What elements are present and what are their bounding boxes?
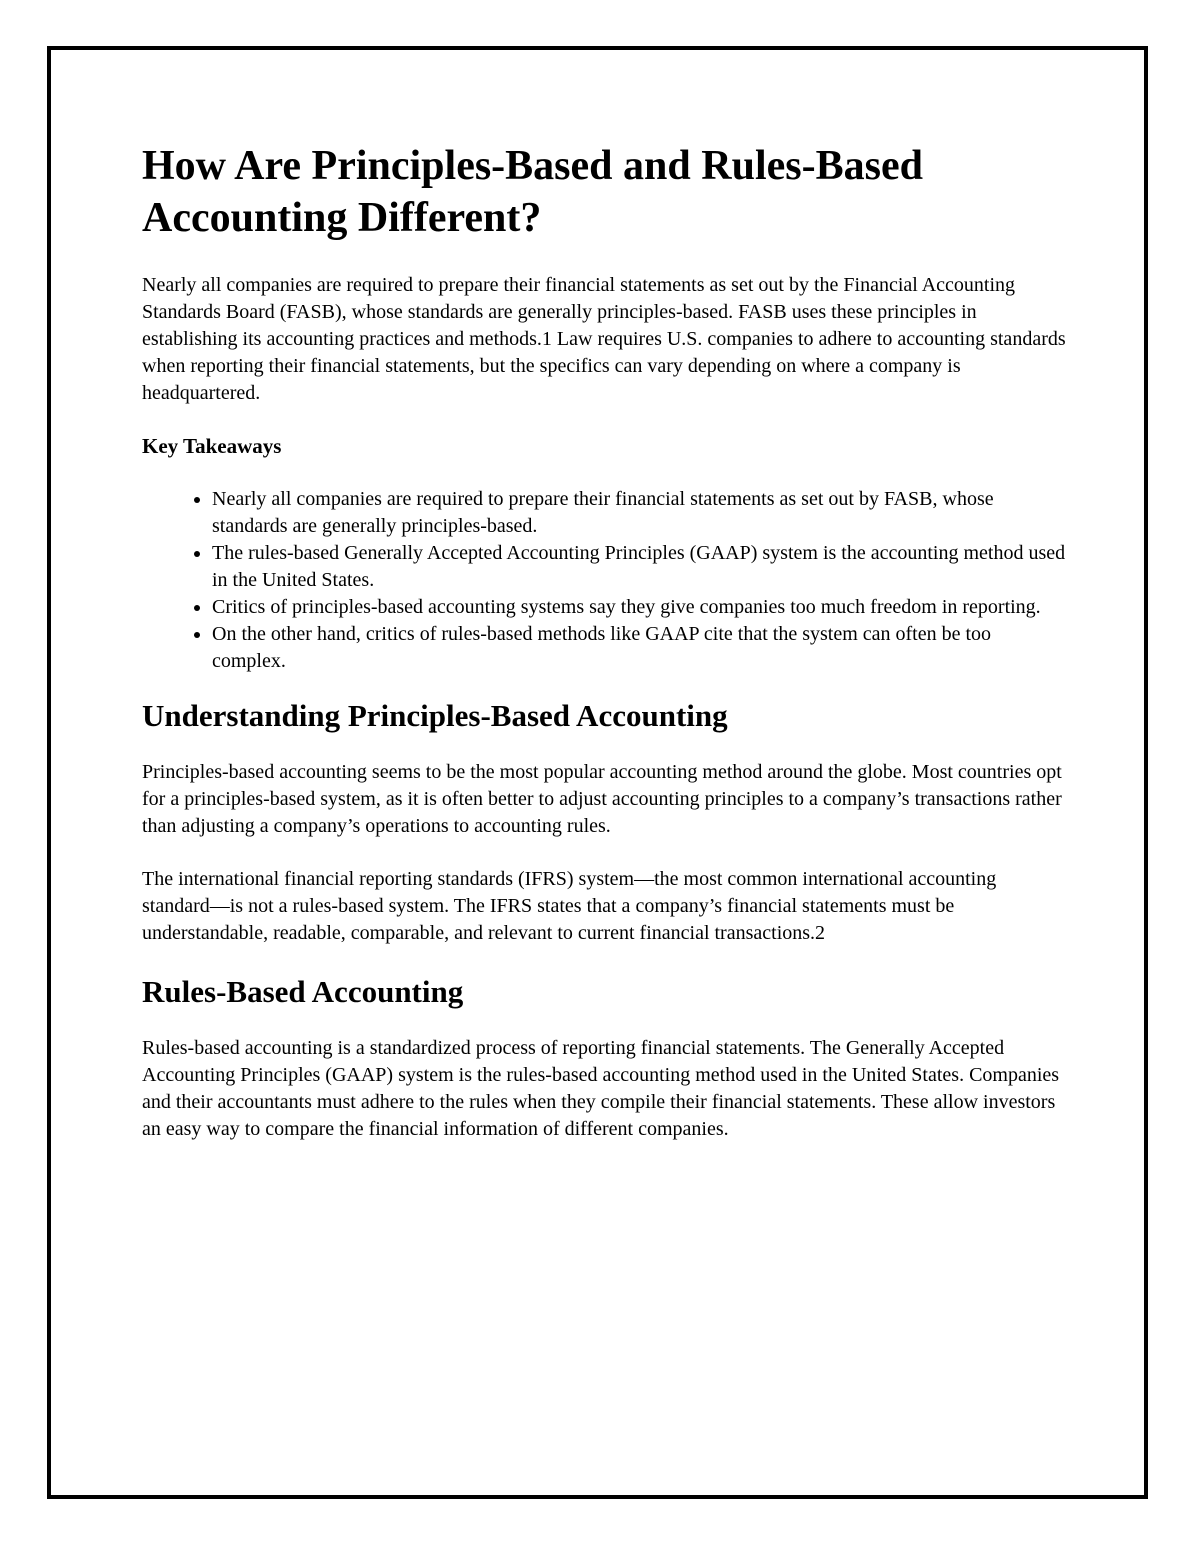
- page-title: How Are Principles-Based and Rules-Based Accounting Different?: [142, 143, 923, 241]
- principles-paragraph-2: The international financial reporting standards (IFRS) system—the most common international accounting standard—is not a rules-based system. The IFRS states that a company’s financial statements must be understandable, readable, comparable, and relevant to current financial transactions.2: [142, 868, 997, 944]
- principles-paragraph-1: Principles-based accounting seems to be the most popular accounting method around the globe. Most countries opt for a principles-based system, as it is often better to adjust accounting principles to a company’s transactions rather than adjusting a company’s operations to accounting rules.: [142, 761, 1062, 837]
- list-item: • Critics of principles-based accounting systems say they give companies too much freedom in reporting.: [212, 594, 1067, 621]
- list-item: • Nearly all companies are required to prepare their financial statements as set out by FASB, whose standards are generally principles-based.: [212, 486, 1067, 540]
- list-item: • The rules-based Generally Accepted Accounting Principles (GAAP) system is the accounting method used in the United States.: [212, 540, 1067, 594]
- intro-paragraph: Nearly all companies are required to prepare their financial statements as set out by the Financial Accounting Standards Board (FASB), whose standards are generally principles-based. FASB uses these principles in establishing its accounting practices and methods.1 Law requires U.S. companies to adhere to accounting standards when reporting their financial statements, but the specifics can vary depending on where a company is headquartered.: [142, 274, 1066, 404]
- key-takeaways-heading: Key Takeaways: [142, 434, 282, 458]
- section-heading-rules: Rules-Based Accounting: [142, 974, 464, 1009]
- document-body: [142, 140, 1067, 1169]
- key-takeaways-list: [142, 486, 1067, 675]
- list-item: • On the other hand, critics of rules-based methods like GAAP cite that the system can often be too complex.: [212, 621, 1067, 675]
- rules-paragraph-1: Rules-based accounting is a standardized process of reporting financial statements. The Generally Accepted Accounting Principles (GAAP) system is the rules-based accounting method used in the United States. Companies and their accountants must adhere to the rules when they compile their financial statements. These allow investors an easy way to compare the financial information of different companies.: [142, 1037, 1060, 1140]
- section-heading-principles: Understanding Principles-Based Accounting: [142, 698, 728, 733]
